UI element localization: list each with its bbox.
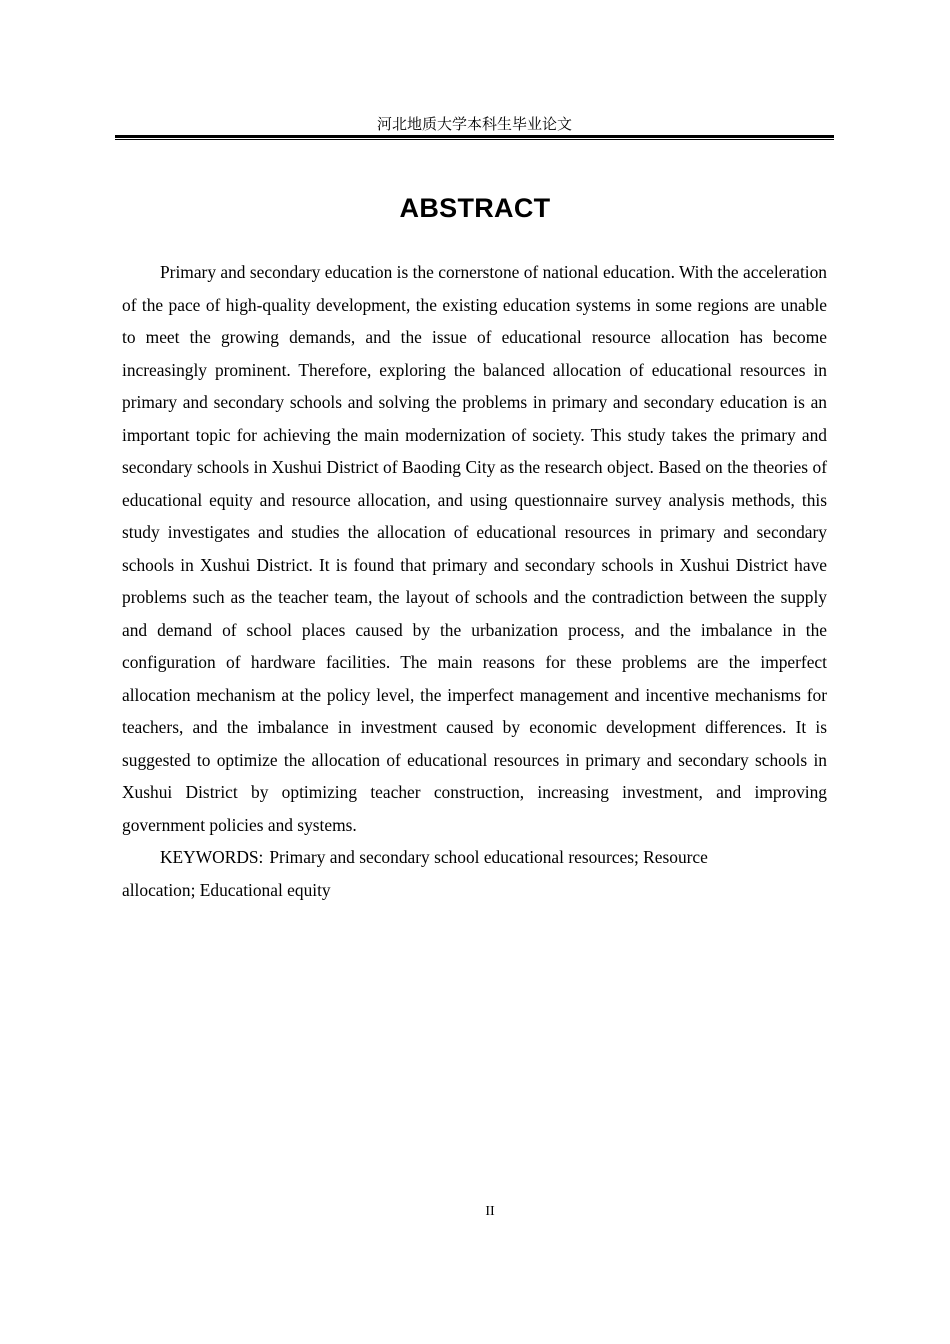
abstract-body bbox=[122, 256, 827, 906]
abstract-paragraph: Primary and secondary education is the cornerstone of national education. With the acceleration of the pace of high-quality development, the existing education systems in some regions are unable to meet the growing demands, and the issue of educational resource allocation has become increasingly prominent. Therefore, exploring the balanced allocation of educational resources in primary and secondary schools and solving the problems in primary and secondary education is an important topic for achieving the main modernization of society. This study takes the primary and secondary schools in Xushui District of Baoding City as the research object. Based on the theories of educational equity and resource allocation, and using questionnaire survey analysis methods, this study investigates and studies the allocation of educational resources in primary and secondary schools in Xushui District. It is found that primary and secondary schools in Xushui District have problems such as the teacher team, the layout of schools and the contradiction between the supply and demand of school places caused by the urbanization process, and the imbalance in the configuration of hardware facilities. The main reasons for these problems are the imperfect allocation mechanism at the policy level, the imperfect management and incentive mechanisms for teachers, and the imbalance in investment caused by economic development differences. It is suggested to optimize the allocation of educational resources in primary and secondary schools in Xushui District by optimizing teacher construction, increasing investment, and improving government policies and systems. bbox=[122, 262, 827, 835]
keywords-paragraph bbox=[122, 841, 782, 906]
abstract-heading: ABSTRACT bbox=[399, 193, 551, 223]
running-header: 河北地质大学本科生毕业论文 bbox=[376, 115, 572, 133]
keywords-label: KEYWORDS: bbox=[160, 847, 264, 867]
header-rule-thick bbox=[115, 135, 834, 138]
header-rule-thin bbox=[115, 139, 834, 140]
page-number: II bbox=[485, 1204, 495, 1219]
keywords-text: Primary and secondary school educational resources; Resource allocation; Educational equity bbox=[122, 847, 708, 900]
